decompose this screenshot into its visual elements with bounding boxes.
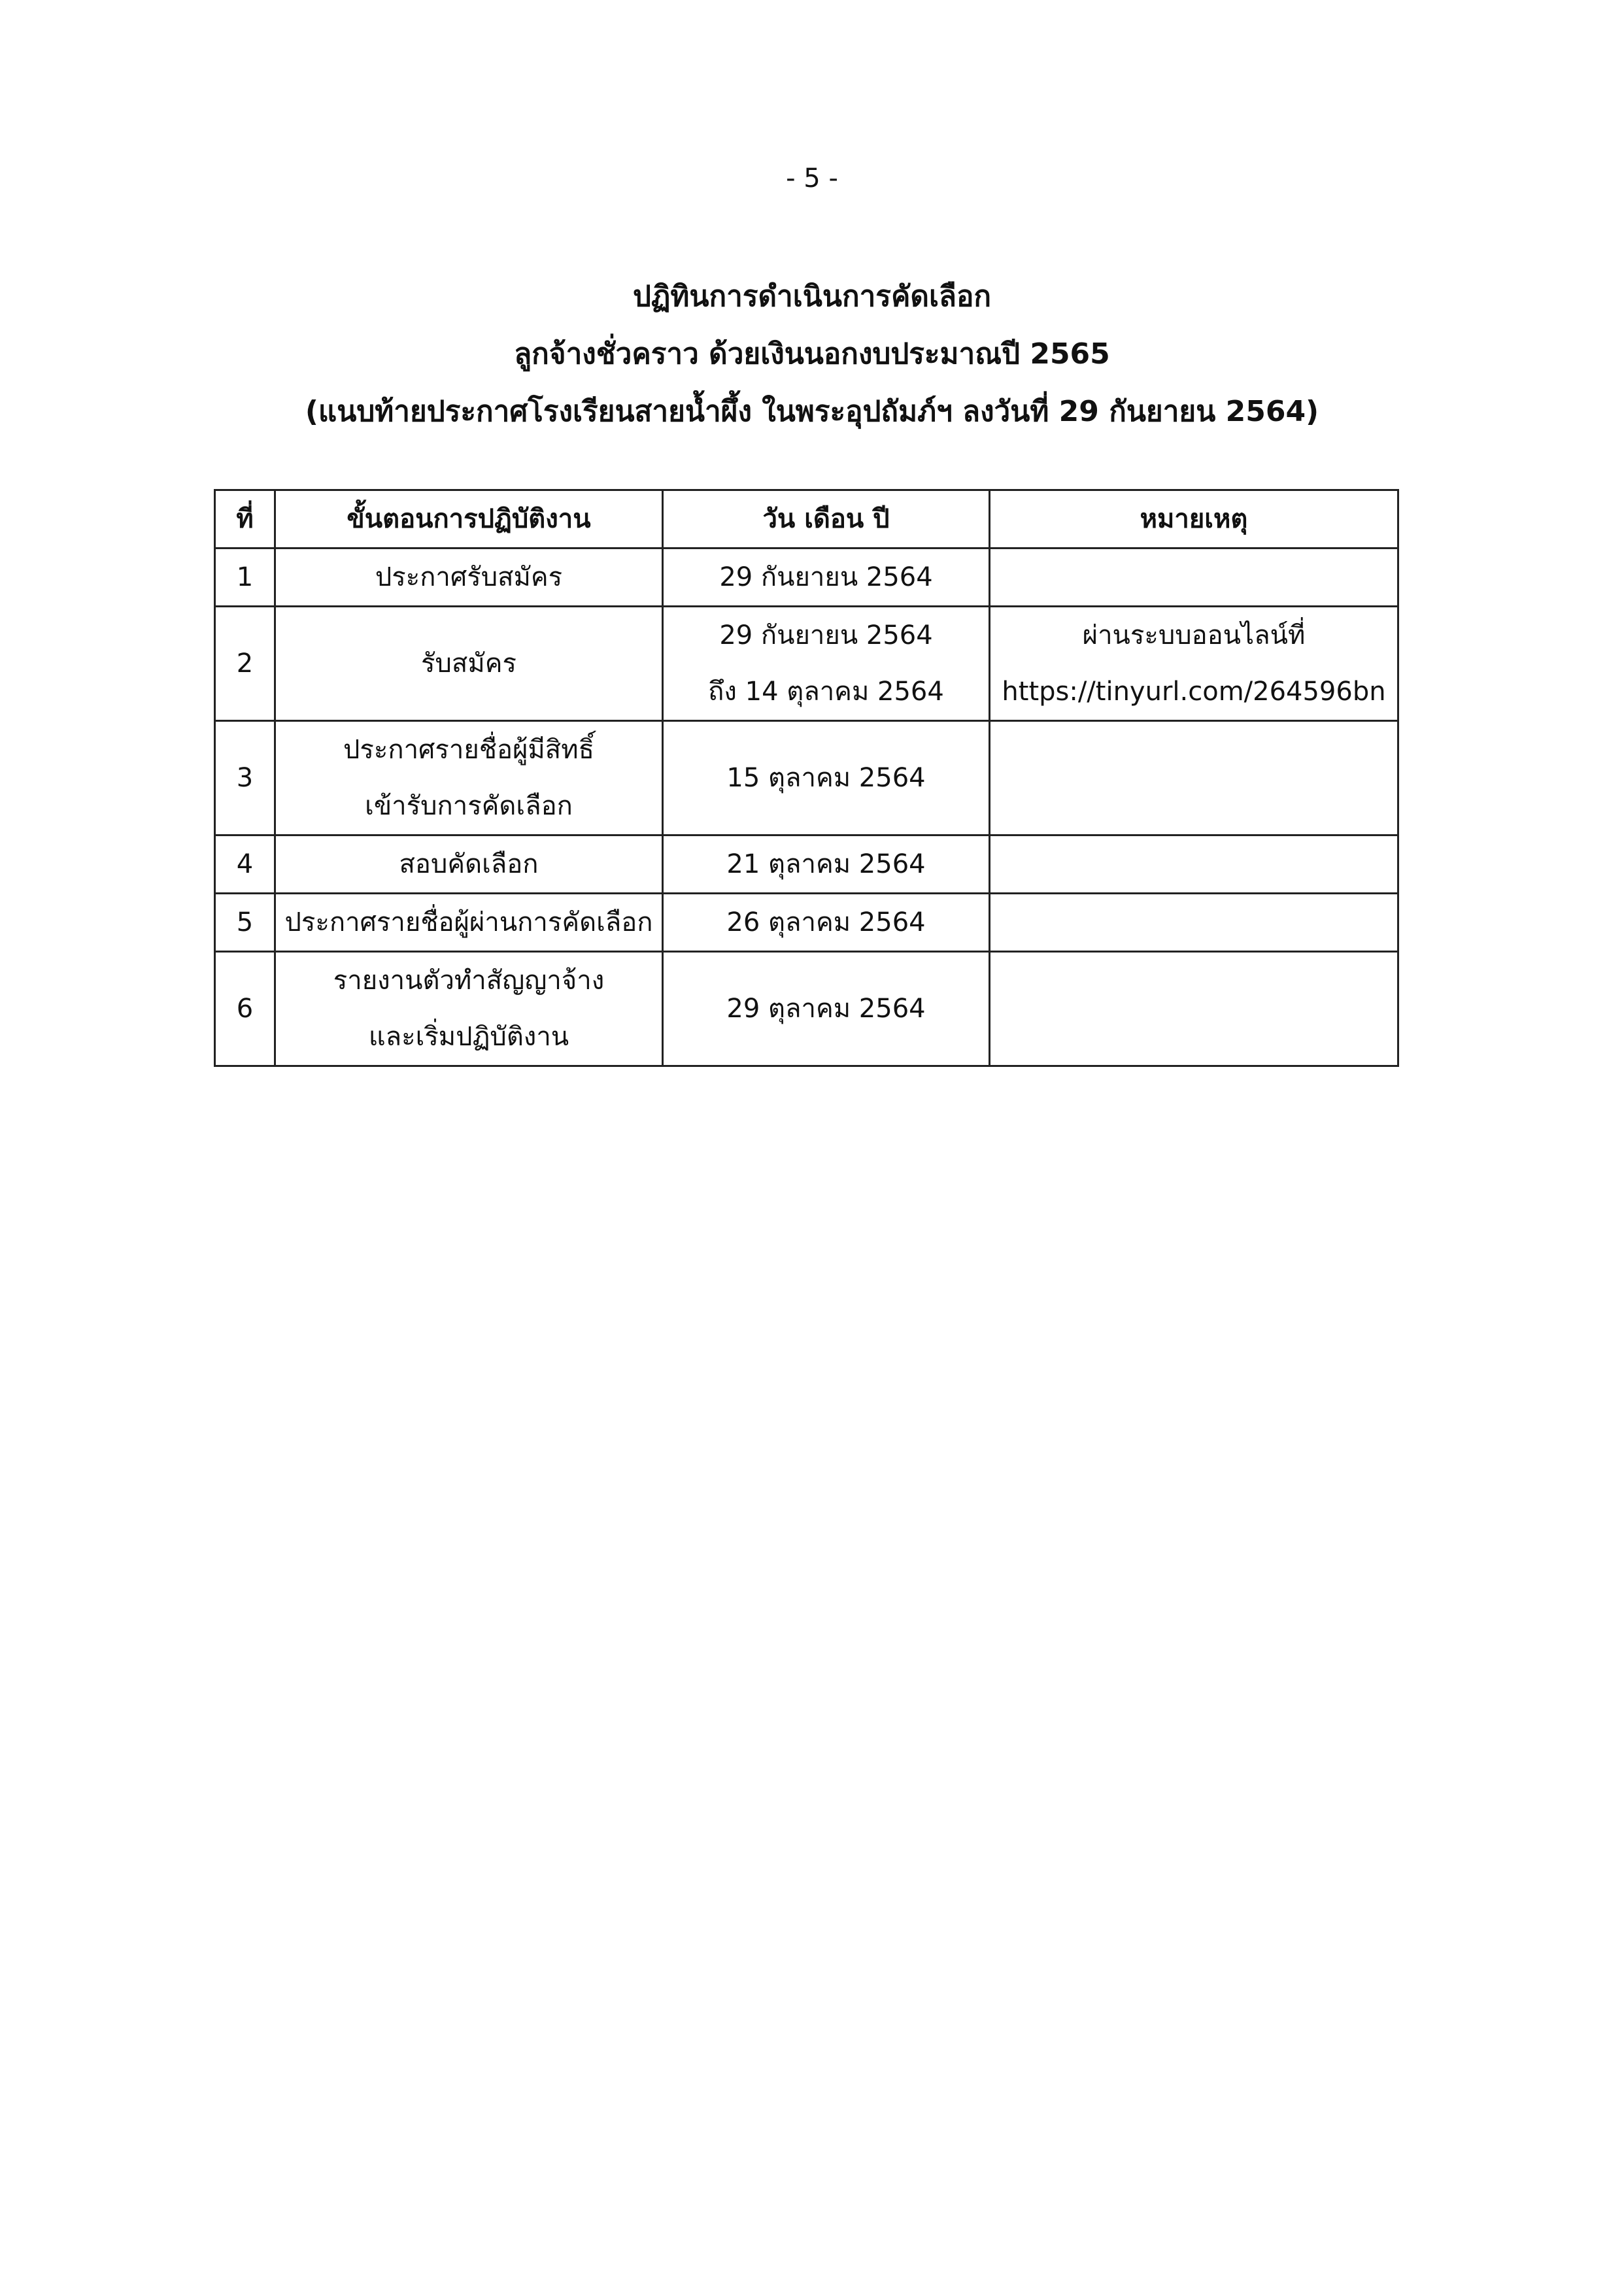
row-note	[990, 835, 1398, 894]
title-line-3: (แนบท้ายประกาศโรงเรียนสายน้ำผึ้ง ในพระอุปถัมภ์ฯ ลงวันที่ 29 กันยายน 2564)	[305, 395, 1319, 428]
page-number: - 5 -	[786, 163, 838, 194]
table-row	[215, 548, 1398, 607]
step-text: ประกาศรายชื่อผู้ผ่านการคัดเลือก	[284, 907, 653, 937]
row-date	[663, 548, 990, 607]
row-step	[275, 721, 663, 835]
title-line-2: ลูกจ้างชั่วคราว ด้วยเงินนอกงบประมาณปี 2565	[514, 337, 1110, 371]
title-line-1: ปฏิทินการดำเนินการคัดเลือก	[632, 280, 992, 313]
header-step: ขั้นตอนการปฏิบัติงาน	[275, 490, 663, 548]
date-text: 21 ตุลาคม 2564	[726, 849, 926, 879]
row-date	[663, 607, 990, 721]
document-title	[0, 268, 1624, 441]
row-no: 3	[215, 721, 275, 835]
row-step	[275, 607, 663, 721]
row-no: 2	[215, 607, 275, 721]
row-note	[990, 548, 1398, 607]
date-text: 29 กันยายน 2564	[719, 562, 933, 592]
row-note	[990, 894, 1398, 952]
row-step	[275, 952, 663, 1066]
step-text: สอบคัดเลือก	[399, 849, 539, 879]
step-text: รายงานตัวทำสัญญาจ้าง	[333, 966, 605, 996]
step-text: ประกาศรายชื่อผู้มีสิทธิ์	[343, 735, 594, 765]
header-note: หมายเหตุ	[990, 490, 1398, 548]
row-no: 1	[215, 548, 275, 607]
date-text: 26 ตุลาคม 2564	[726, 907, 926, 937]
row-note	[990, 952, 1398, 1066]
step-text: รับสมัคร	[421, 649, 516, 679]
step-text: ประกาศรับสมัคร	[375, 562, 563, 592]
row-step	[275, 835, 663, 894]
row-note	[990, 721, 1398, 835]
row-date	[663, 835, 990, 894]
table-row	[215, 607, 1398, 721]
table-header-row	[215, 490, 1398, 548]
step-text: และเริ่มปฏิบัติงาน	[368, 1022, 569, 1052]
row-date	[663, 952, 990, 1066]
note-link[interactable]: https://tinyurl.com/264596bn	[1002, 677, 1386, 707]
step-text: เข้ารับการคัดเลือก	[365, 791, 573, 821]
date-text: ถึง 14 ตุลาคม 2564	[708, 677, 944, 707]
schedule-table	[214, 489, 1399, 1067]
date-text: 29 ตุลาคม 2564	[726, 994, 926, 1024]
table-row	[215, 952, 1398, 1066]
row-step	[275, 894, 663, 952]
row-step	[275, 548, 663, 607]
table-row	[215, 721, 1398, 835]
date-text: 29 กันยายน 2564	[719, 620, 933, 650]
row-no: 5	[215, 894, 275, 952]
row-note	[990, 607, 1398, 721]
row-no: 6	[215, 952, 275, 1066]
row-date	[663, 894, 990, 952]
row-date	[663, 721, 990, 835]
row-no: 4	[215, 835, 275, 894]
table-row	[215, 894, 1398, 952]
table-row	[215, 835, 1398, 894]
note-text: ผ่านระบบออนไลน์ที่	[1082, 620, 1306, 650]
header-no: ที่	[215, 490, 275, 548]
header-date: วัน เดือน ปี	[663, 490, 990, 548]
date-text: 15 ตุลาคม 2564	[726, 763, 926, 793]
